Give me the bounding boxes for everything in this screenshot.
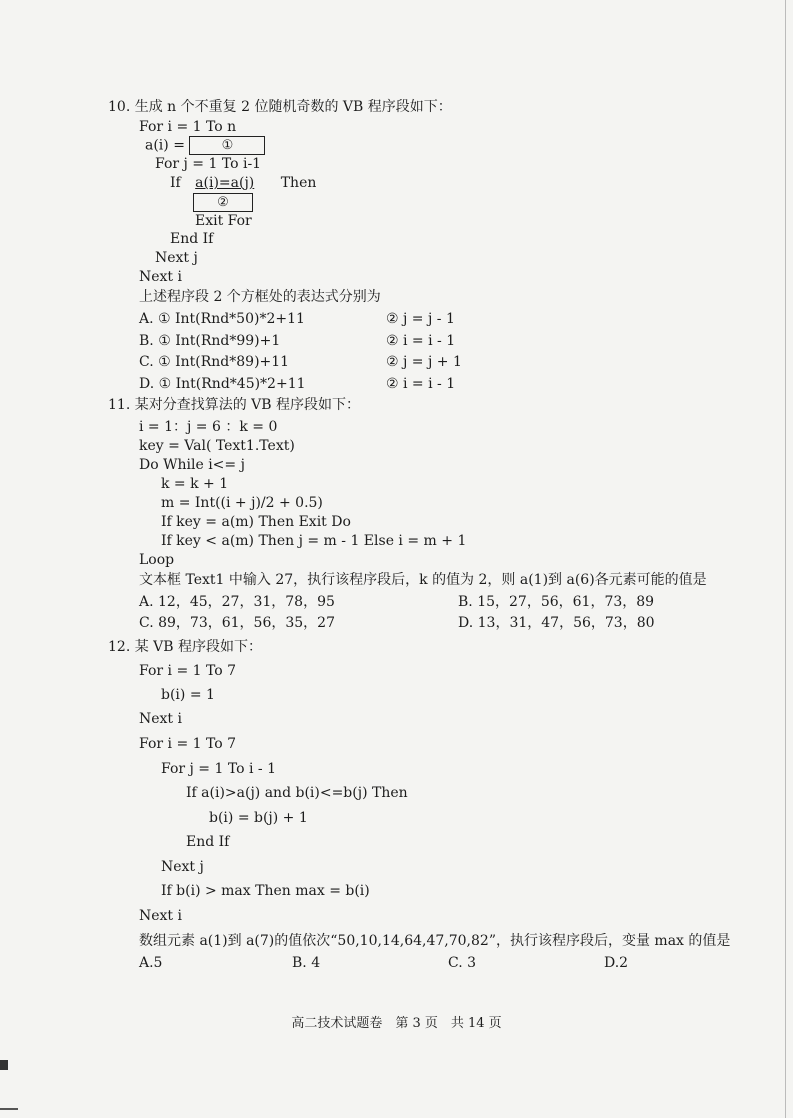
q11-question: 文本框 Text1 中输入 27，执行该程序段后，k 的值为 2，则 a(1)到 a(6)各元素可能的值是	[139, 572, 707, 588]
q12-code-line: For j = 1 To i - 1	[161, 761, 276, 777]
q11-code-line: m = Int((i + j)/2 + 0.5)	[161, 495, 323, 511]
q12-code-line: Next i	[139, 908, 182, 924]
q10-then-keyword: Then	[280, 175, 317, 191]
q10-option-b-box2: ② i = i - 1	[386, 333, 456, 349]
q10-if-keyword: If	[170, 175, 181, 191]
q12-option-c: C. 3	[448, 955, 477, 971]
q12-code-line: Next j	[161, 859, 204, 875]
q12-code-line: For i = 1 To 7	[139, 663, 237, 679]
q10-option-c: C. ① Int(Rnd*89)+11	[139, 354, 290, 370]
q10-option-d: D. ① Int(Rnd*45)*2+11	[139, 376, 306, 392]
q10-code-line	[145, 136, 265, 155]
q12-code-line: Next i	[139, 711, 182, 727]
q12-option-b: B. 4	[292, 955, 321, 971]
q11-option-d: D. 13，31，47，56，73，80	[458, 615, 655, 631]
q10-code-line: Exit For	[195, 213, 252, 229]
q10-option-b: B. ① Int(Rnd*99)+1	[139, 333, 281, 349]
q11-option-b: B. 15，27，56，61，73，89	[458, 594, 655, 610]
q12-stem: 12. 某 VB 程序段如下：	[108, 639, 263, 655]
q10-code-line: For j = 1 To i-1	[155, 156, 262, 172]
scan-mark	[0, 1108, 18, 1110]
q10-option-c-box2: ② j = j + 1	[386, 354, 462, 370]
q10-answer-box-2: ②	[193, 193, 253, 212]
scan-mark	[0, 1060, 8, 1070]
q11-code-line: key = Val( Text1.Text)	[139, 438, 295, 454]
q10-code-line: Next j	[155, 250, 198, 266]
q12-code-line: If b(i) > max Then max = b(i)	[161, 883, 370, 899]
q12-code-line: For i = 1 To 7	[139, 736, 237, 752]
q11-stem: 11. 某对分查找算法的 VB 程序段如下：	[108, 397, 361, 413]
q10-code-line: End If	[170, 231, 214, 247]
q10-assign-label: a(i) =	[145, 137, 185, 154]
q12-code-line: If a(i)>a(j) and b(i)<=b(j) Then	[186, 785, 408, 801]
page-footer: 高二技术试题卷 第 3 页 共 14 页	[291, 1016, 502, 1031]
q10-option-a-box2: ② j = j - 1	[386, 311, 455, 327]
q11-code-line: k = k + 1	[161, 476, 229, 492]
q10-code-line	[170, 174, 316, 192]
q10-question: 上述程序段 2 个方框处的表达式分别为	[139, 289, 381, 305]
q11-option-a: A. 12，45，27，31，78，95	[139, 594, 335, 610]
q10-stem: 10. 生成 n 个不重复 2 位随机奇数的 VB 程序段如下：	[108, 99, 452, 115]
q12-code-line: b(i) = b(j) + 1	[209, 810, 308, 826]
q12-question: 数组元素 a(1)到 a(7)的值依次“50,10,14,64,47,70,82”，执行该程序段后，变量 max 的值是	[139, 933, 731, 949]
q11-code-line: If key = a(m) Then Exit Do	[161, 514, 351, 530]
q11-code-line: If key < a(m) Then j = m - 1 Else i = m + 1	[161, 533, 467, 549]
q10-code-line: For i = 1 To n	[139, 119, 237, 135]
q11-code-line: Do While i<= j	[139, 457, 245, 473]
q12-option-a: A.5	[139, 955, 163, 971]
q10-if-condition: a(i)=a(j)	[195, 175, 255, 191]
q12-code-line: End If	[186, 834, 230, 850]
q11-code-line: Loop	[139, 552, 175, 568]
q11-code-line: i = 1：j = 6 ：k = 0	[139, 419, 278, 435]
q10-answer-box-1: ①	[189, 136, 265, 155]
q11-option-c: C. 89，73，61，56，35，27	[139, 615, 335, 631]
q10-option-a: A. ① Int(Rnd*50)*2+11	[139, 311, 305, 327]
q10-option-d-box2: ② i = i - 1	[386, 376, 456, 392]
q12-option-d: D.2	[604, 955, 629, 971]
q10-code-line: Next i	[139, 269, 182, 285]
q10-code-line	[193, 193, 253, 212]
q12-code-line: b(i) = 1	[161, 687, 215, 703]
scan-edge-line	[785, 0, 786, 1118]
